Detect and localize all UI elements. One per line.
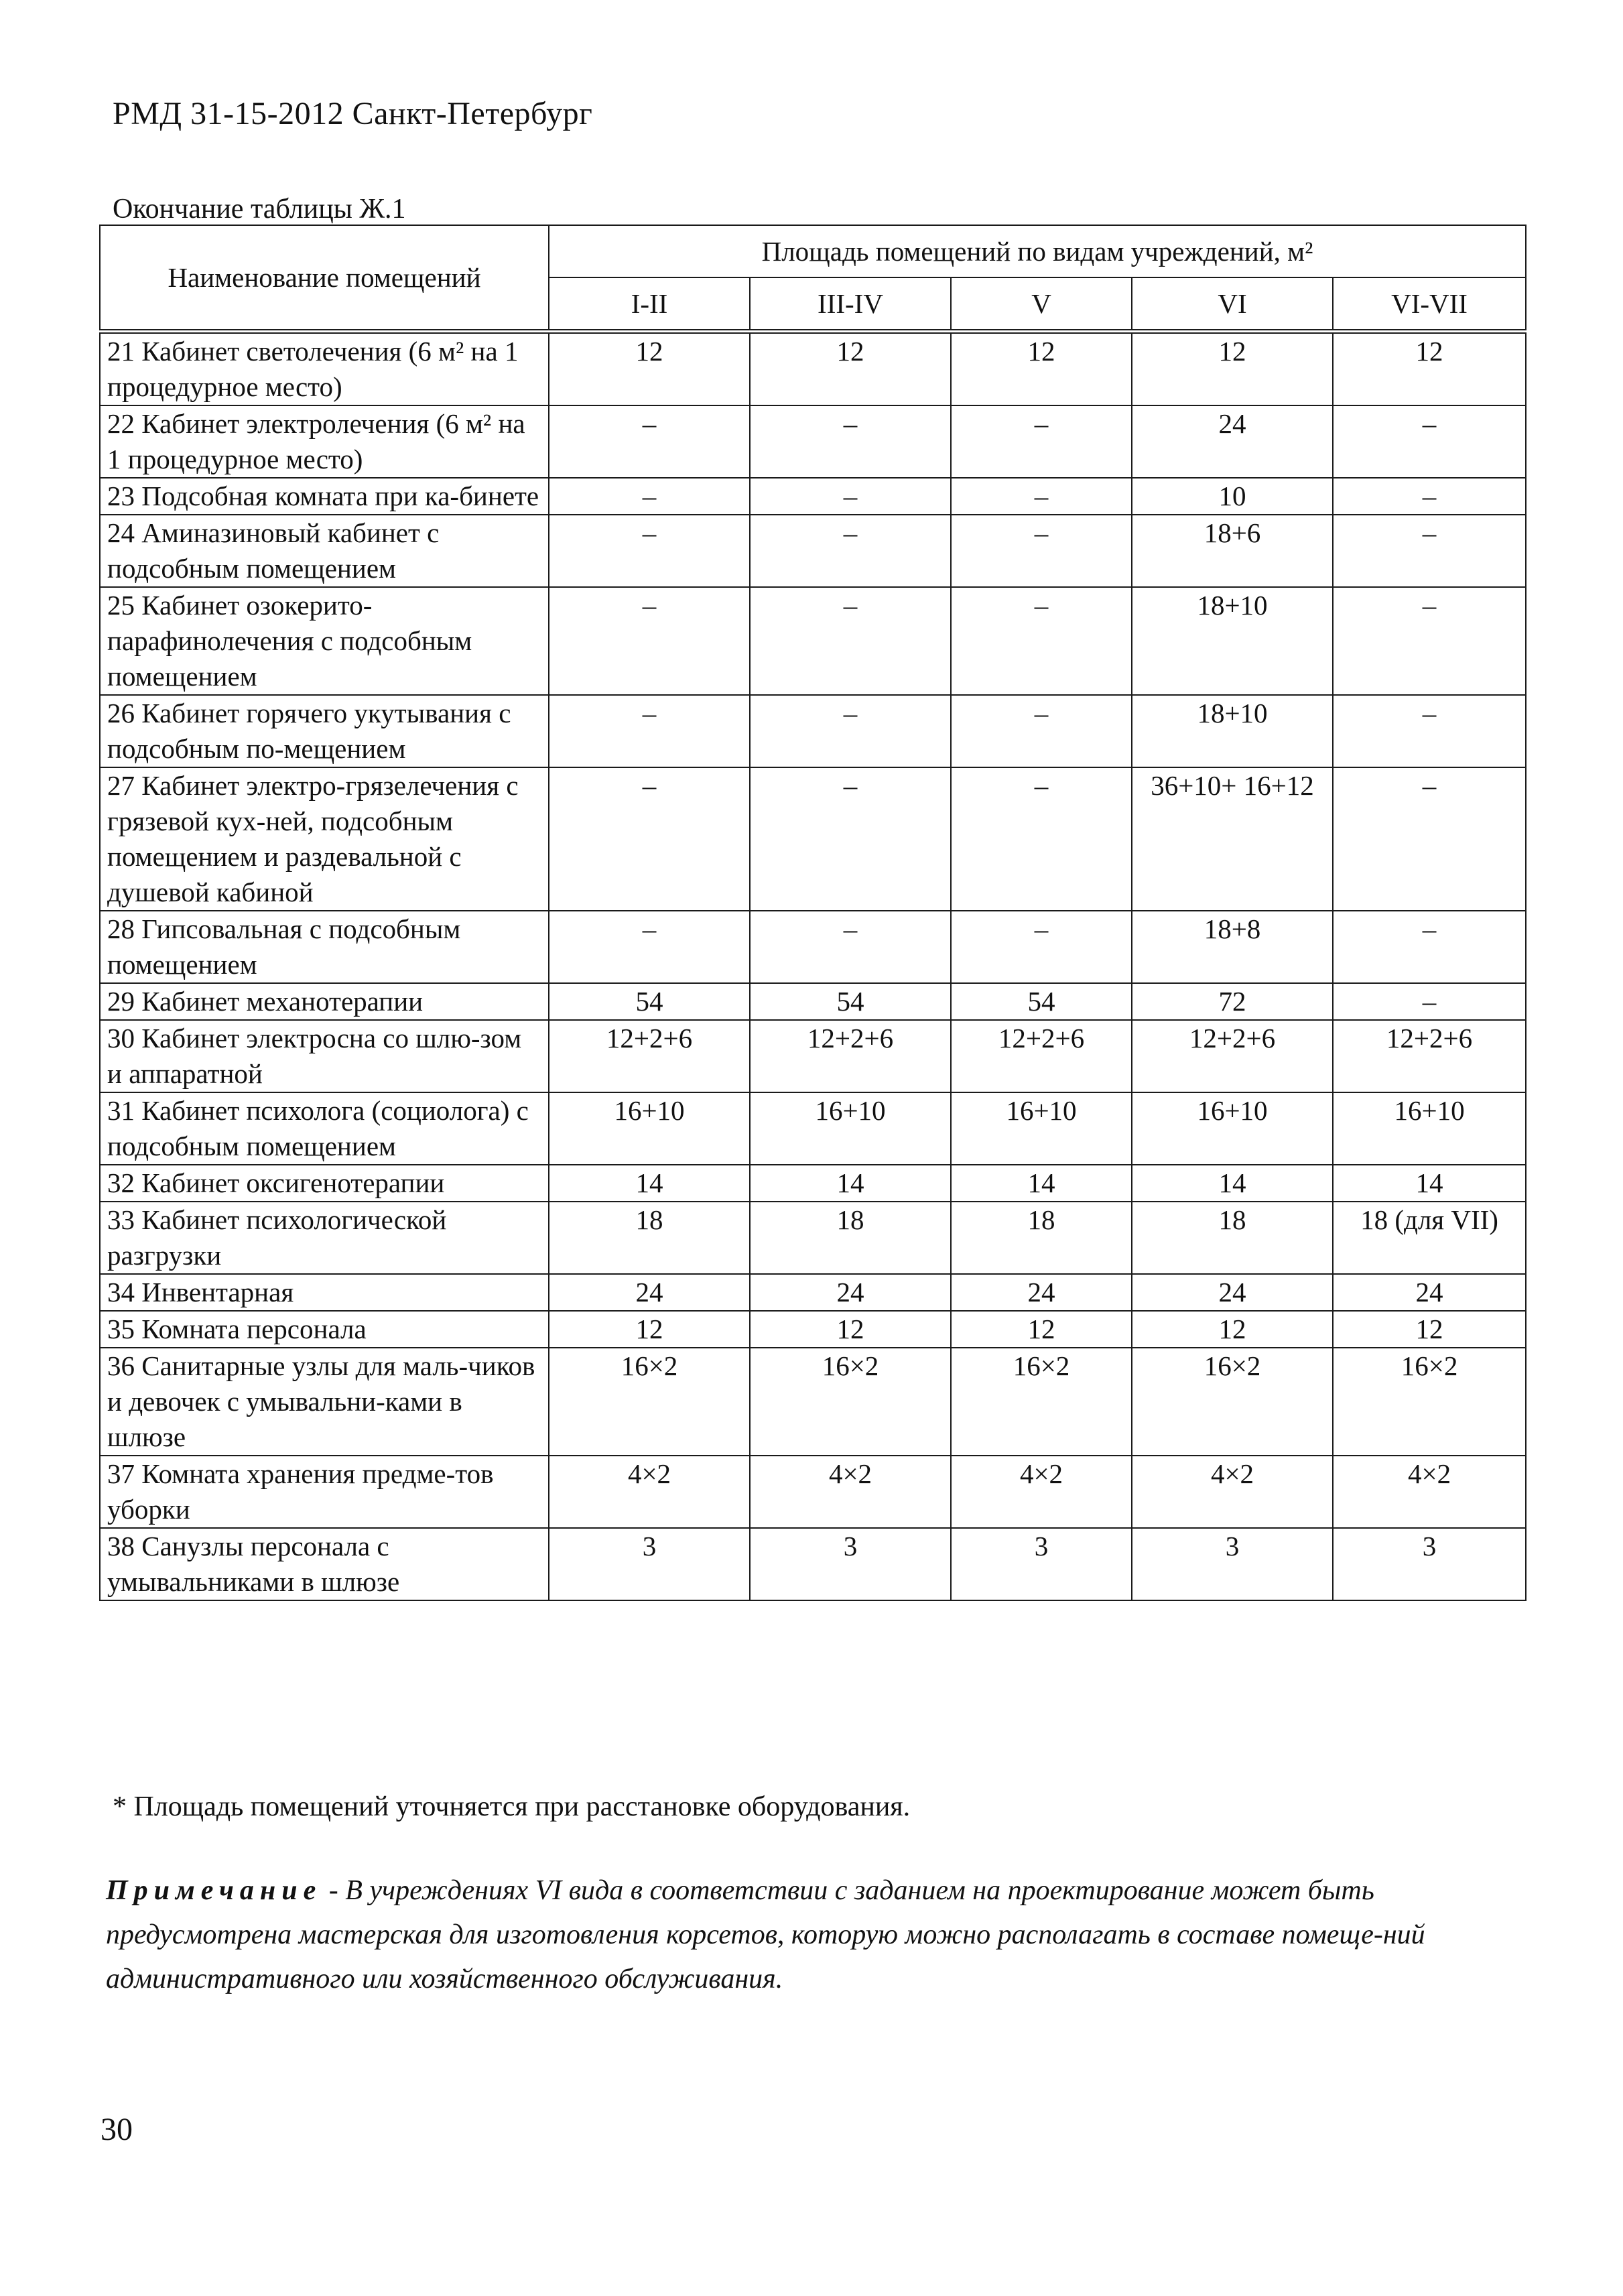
area-value-cell: 18 (549, 1202, 750, 1274)
area-value-cell: 24 (1132, 405, 1333, 478)
area-value-cell: – (549, 405, 750, 478)
area-value-cell: 16+10 (549, 1092, 750, 1165)
area-value-cell: – (549, 767, 750, 911)
area-value-cell: 14 (951, 1165, 1132, 1202)
table-row (100, 1020, 1526, 1092)
area-value-cell: 36+10+ 16+12 (1132, 767, 1333, 911)
area-value-cell: 12 (1132, 1311, 1333, 1348)
area-value-cell: 14 (1132, 1165, 1333, 1202)
column-header: III-IV (750, 277, 951, 332)
area-value-cell: 18 (951, 1202, 1132, 1274)
room-name-cell: 34 Инвентарная (100, 1274, 549, 1311)
area-value-cell: 4×2 (1132, 1456, 1333, 1528)
table-row (100, 983, 1526, 1020)
column-header: V (951, 277, 1132, 332)
table-row (100, 767, 1526, 911)
note-text: - В учреждениях VI вида в соответствии с заданием на проектирование может быть предусмотрена мастерская для изготовления корсетов, которую можно располагать в составе помеще-ний административного или хозяйственного обслуживания. (106, 1875, 1425, 1994)
area-value-cell: – (750, 405, 951, 478)
table-row (100, 332, 1526, 406)
table-row (100, 1274, 1526, 1311)
area-value-cell: 12 (1333, 332, 1526, 406)
area-value-cell: – (951, 911, 1132, 983)
area-value-cell: 12 (549, 1311, 750, 1348)
room-name-cell: 21 Кабинет светолечения (6 м² на 1 процедурное место) (100, 332, 549, 406)
room-name-cell: 24 Аминазиновый кабинет с подсобным помещением (100, 515, 549, 587)
area-value-cell: 18+10 (1132, 587, 1333, 695)
table-row (100, 1202, 1526, 1274)
document-header: РМД 31-15-2012 Санкт-Петербург (113, 96, 593, 131)
area-value-cell: 4×2 (951, 1456, 1132, 1528)
area-value-cell: – (1333, 515, 1526, 587)
area-value-cell: – (951, 515, 1132, 587)
area-value-cell: 12 (951, 1311, 1132, 1348)
area-value-cell: 3 (1333, 1528, 1526, 1600)
area-value-cell: 12 (951, 332, 1132, 406)
area-value-cell: 18+6 (1132, 515, 1333, 587)
note-label: Примечание (106, 1875, 322, 1906)
area-value-cell: – (951, 587, 1132, 695)
room-name-cell: 35 Комната персонала (100, 1311, 549, 1348)
area-value-cell: 18 (для VII) (1333, 1202, 1526, 1274)
area-value-cell: 12 (1333, 1311, 1526, 1348)
table-row (100, 515, 1526, 587)
area-value-cell: – (1333, 911, 1526, 983)
area-value-cell: 54 (549, 983, 750, 1020)
area-value-cell: 3 (951, 1528, 1132, 1600)
area-value-cell: – (1333, 983, 1526, 1020)
page-number: 30 (101, 2112, 133, 2147)
area-value-cell: 12+2+6 (1333, 1020, 1526, 1092)
area-value-cell: 24 (1132, 1274, 1333, 1311)
area-value-cell: 54 (951, 983, 1132, 1020)
area-value-cell: – (1333, 478, 1526, 515)
area-value-cell: 24 (951, 1274, 1132, 1311)
area-value-cell: – (750, 767, 951, 911)
table-row (100, 478, 1526, 515)
area-value-cell: 12 (750, 332, 951, 406)
area-value-cell: – (1333, 767, 1526, 911)
area-value-cell: 18 (750, 1202, 951, 1274)
area-value-cell: 24 (1333, 1274, 1526, 1311)
area-value-cell: 18+8 (1132, 911, 1333, 983)
room-name-cell: 37 Комната хранения предме-тов уборки (100, 1456, 549, 1528)
area-value-cell: – (750, 478, 951, 515)
area-value-cell: 12 (1132, 332, 1333, 406)
area-value-cell: 16×2 (1333, 1348, 1526, 1456)
table-row (100, 1528, 1526, 1600)
area-value-cell: 12+2+6 (750, 1020, 951, 1092)
area-value-cell: 4×2 (549, 1456, 750, 1528)
column-header: VI (1132, 277, 1333, 332)
area-value-cell: – (1333, 695, 1526, 767)
room-name-cell: 23 Подсобная комната при ка-бинете (100, 478, 549, 515)
area-value-cell: 16×2 (951, 1348, 1132, 1456)
area-value-cell: 16×2 (549, 1348, 750, 1456)
area-value-cell: – (549, 478, 750, 515)
room-name-cell: 31 Кабинет психолога (социолога) с подсобным помещением (100, 1092, 549, 1165)
area-value-cell: 12 (750, 1311, 951, 1348)
area-value-cell: 14 (750, 1165, 951, 1202)
room-name-cell: 28 Гипсовальная с подсобным помещением (100, 911, 549, 983)
area-value-cell: 54 (750, 983, 951, 1020)
area-value-cell: 12+2+6 (549, 1020, 750, 1092)
area-value-cell: 4×2 (750, 1456, 951, 1528)
room-name-cell: 26 Кабинет горячего укутывания с подсобным по-мещением (100, 695, 549, 767)
area-value-cell: 4×2 (1333, 1456, 1526, 1528)
room-name-cell: 25 Кабинет озокерито-парафинолечения с подсобным помещением (100, 587, 549, 695)
table-row (100, 1092, 1526, 1165)
area-value-cell: – (951, 405, 1132, 478)
area-value-cell: 12 (549, 332, 750, 406)
area-value-cell: – (951, 478, 1132, 515)
area-value-cell: 12+2+6 (951, 1020, 1132, 1092)
area-value-cell: 18 (1132, 1202, 1333, 1274)
room-name-cell: 32 Кабинет оксигенотерапии (100, 1165, 549, 1202)
area-value-cell: – (750, 515, 951, 587)
column-header: VI-VII (1333, 277, 1526, 332)
area-value-cell: – (549, 587, 750, 695)
area-value-cell: – (1333, 587, 1526, 695)
room-name-cell: 29 Кабинет механотерапии (100, 983, 549, 1020)
area-value-cell: 16+10 (1132, 1092, 1333, 1165)
room-name-cell: 38 Санузлы персонала с умывальниками в шлюзе (100, 1528, 549, 1600)
column-header: I-II (549, 277, 750, 332)
area-value-cell: 16+10 (951, 1092, 1132, 1165)
area-value-cell: 14 (1333, 1165, 1526, 1202)
area-value-cell: 18+10 (1132, 695, 1333, 767)
area-value-cell: 24 (549, 1274, 750, 1311)
area-value-cell: 3 (750, 1528, 951, 1600)
area-value-cell: – (750, 911, 951, 983)
area-value-cell: 14 (549, 1165, 750, 1202)
room-name-cell: 22 Кабинет электролечения (6 м² на 1 процедурное место) (100, 405, 549, 478)
area-value-cell: – (549, 515, 750, 587)
area-value-cell: – (951, 767, 1132, 911)
table-caption: Окончание таблицы Ж.1 (113, 194, 406, 225)
area-value-cell: 12+2+6 (1132, 1020, 1333, 1092)
room-name-cell: 36 Санитарные узлы для маль-чиков и девочек с умывальни-ками в шлюзе (100, 1348, 549, 1456)
room-name-cell: 30 Кабинет электросна со шлю-зом и аппаратной (100, 1020, 549, 1092)
area-value-cell: – (750, 695, 951, 767)
area-value-cell: 10 (1132, 478, 1333, 515)
footnote: * Площадь помещений уточняется при расстановке оборудования. (113, 1791, 911, 1822)
room-name-cell: 27 Кабинет электро-грязелечения с грязевой кух-ней, подсобным помещением и раздевальной с душевой кабиной (100, 767, 549, 911)
note (106, 1868, 1527, 2001)
area-value-cell: – (549, 695, 750, 767)
area-value-cell: – (951, 695, 1132, 767)
area-value-cell: 3 (549, 1528, 750, 1600)
area-value-cell: 16+10 (1333, 1092, 1526, 1165)
area-value-cell: – (1333, 405, 1526, 478)
table-row (100, 405, 1526, 478)
table-row (100, 1165, 1526, 1202)
area-value-cell: – (750, 587, 951, 695)
area-value-cell: 72 (1132, 983, 1333, 1020)
table-row (100, 587, 1526, 695)
table-row (100, 695, 1526, 767)
table-row (100, 1311, 1526, 1348)
area-value-cell: 16+10 (750, 1092, 951, 1165)
areas-table (99, 225, 1527, 1601)
table-row (100, 911, 1526, 983)
table-row (100, 1456, 1526, 1528)
area-value-cell: 3 (1132, 1528, 1333, 1600)
name-column-header: Наименование помещений (100, 225, 549, 332)
table-row (100, 1348, 1526, 1456)
area-value-cell: 24 (750, 1274, 951, 1311)
area-value-cell: 16×2 (750, 1348, 951, 1456)
room-name-cell: 33 Кабинет психологической разгрузки (100, 1202, 549, 1274)
area-column-header: Площадь помещений по видам учреждений, м² (549, 225, 1526, 277)
area-value-cell: – (549, 911, 750, 983)
area-value-cell: 16×2 (1132, 1348, 1333, 1456)
